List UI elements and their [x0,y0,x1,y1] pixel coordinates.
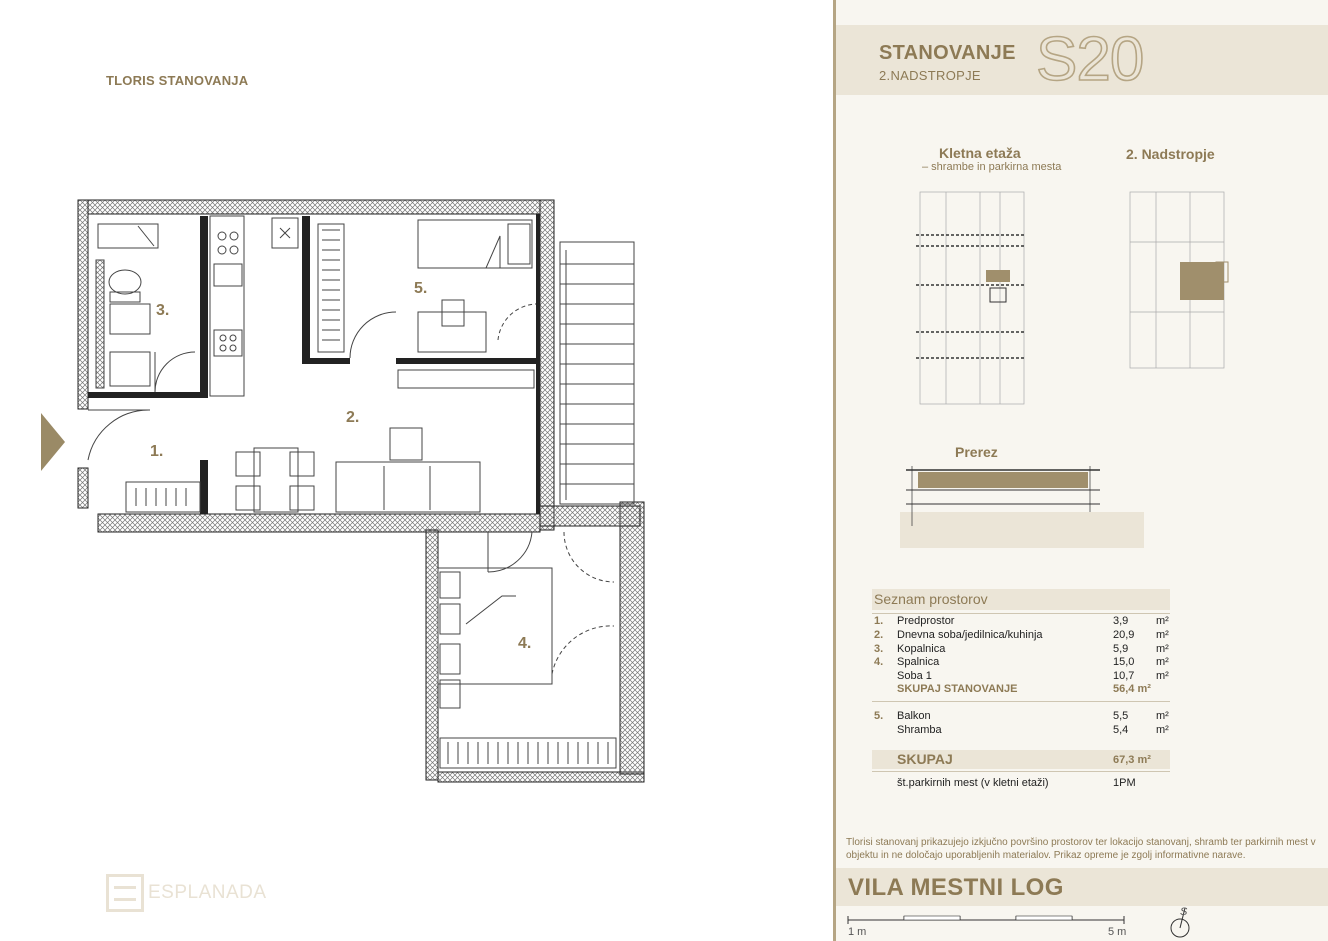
basement-minimap [916,190,1026,410]
room-list [872,589,1170,610]
room-row [872,656,1170,669]
extra-name: Shramba [897,724,942,736]
room-list-rule [872,613,1170,614]
room-unit: m² [1156,656,1169,668]
subtotal-area: 56,4 m² [1113,683,1151,695]
logo-mark [106,874,144,912]
disclaimer-note: Tlorisi stanovanj prikazujejo izkjučno površino prostorov ter lokacijo stanovanj, shramb ter parkirnih mest v objektu in ne določajo uporabljenih materialov. Prikaz opreme je zgolj informativne narave. [846,837,1316,861]
extra-area: 5,4 [1113,724,1129,736]
kitchen-fixtures [210,216,298,396]
scale-end-label: 5 m [1108,926,1127,938]
info-panel [836,0,1328,941]
basement-title: Kletna etaža [939,145,1021,161]
balcony [560,242,634,504]
section-title: Prerez [955,444,998,460]
apartment-title: STANOVANJE [879,42,1016,64]
scale-start-label: 1 m [848,926,867,938]
plan-title: TLORIS STANOVANJA [106,73,249,88]
room-label-2: 2. [346,409,360,426]
room-label-5: 5. [414,280,428,297]
floor-map-title: 2. Nadstropje [1126,146,1215,162]
project-footer [836,868,1328,906]
extra-row [872,724,1170,737]
room-row [872,643,1170,656]
subtotal-rule [872,701,1170,702]
section-drawing [900,464,1146,550]
apartment-header [836,25,1328,95]
extra-num: 5. [874,710,884,722]
room-label-3: 3. [156,302,170,319]
subtotal-row [872,683,1170,696]
room-unit: m² [1156,670,1169,682]
logo-text: ESPLANADA [148,882,267,903]
parking-label: št.parkirnih mest (v kletni etaži) [897,777,1049,789]
room-num: 1. [874,615,884,627]
extra-area: 5,5 [1113,710,1129,722]
apartment-code: S20 [1036,25,1144,94]
parking-row [872,777,1170,790]
room-name: Predprostor [897,615,955,627]
room-row [872,615,1170,628]
basement-subtitle: – shrambe in parkirna mesta [922,161,1062,173]
bathroom-fixtures [96,224,195,392]
room-unit: m² [1156,643,1169,655]
floor-plan-drawing [30,180,660,800]
room-label-1: 1. [150,443,164,460]
room-area: 20,9 [1113,629,1135,641]
room-label-4: 4. [518,635,532,652]
room-name: Soba 1 [897,670,932,682]
project-title: VILA MESTNI LOG [848,874,1064,901]
apartment-floor: 2.NADSTROPJE [879,68,981,83]
esplanada-logo [106,874,267,912]
extra-row [872,710,1170,723]
room-row [872,629,1170,642]
room-name: Dnevna soba/jedilnica/kuhinja [897,629,1043,641]
room-name: Kopalnica [897,643,946,655]
room-area: 15,0 [1113,656,1135,668]
room-unit: m² [1156,629,1169,641]
scale-bar [836,906,1328,941]
room-num: 4. [874,656,884,668]
walls [78,200,644,782]
total-label: SKUPAJ [897,751,953,767]
subtotal-label: SKUPAJ STANOVANJE [897,683,1018,695]
room-area: 3,9 [1113,615,1129,627]
room-row [872,670,1170,683]
room-area: 10,7 [1113,670,1135,682]
compass-label: S [1180,906,1188,918]
room-num: 2. [874,629,884,641]
room-name: Spalnica [897,656,940,668]
entrance-arrow [41,413,65,471]
extra-unit: m² [1156,724,1169,736]
room-unit: m² [1156,615,1169,627]
total-rule [872,771,1170,772]
total-row [872,750,1170,769]
parking-value: 1PM [1113,777,1136,789]
room-list-heading: Seznam prostorov [872,589,1170,610]
extra-unit: m² [1156,710,1169,722]
extra-name: Balkon [897,710,931,722]
floor-minimap [1126,182,1236,372]
total-area: 67,3 m² [1113,754,1151,766]
room-area: 5,9 [1113,643,1129,655]
scale-graphic [836,906,1328,941]
room-num: 3. [874,643,884,655]
